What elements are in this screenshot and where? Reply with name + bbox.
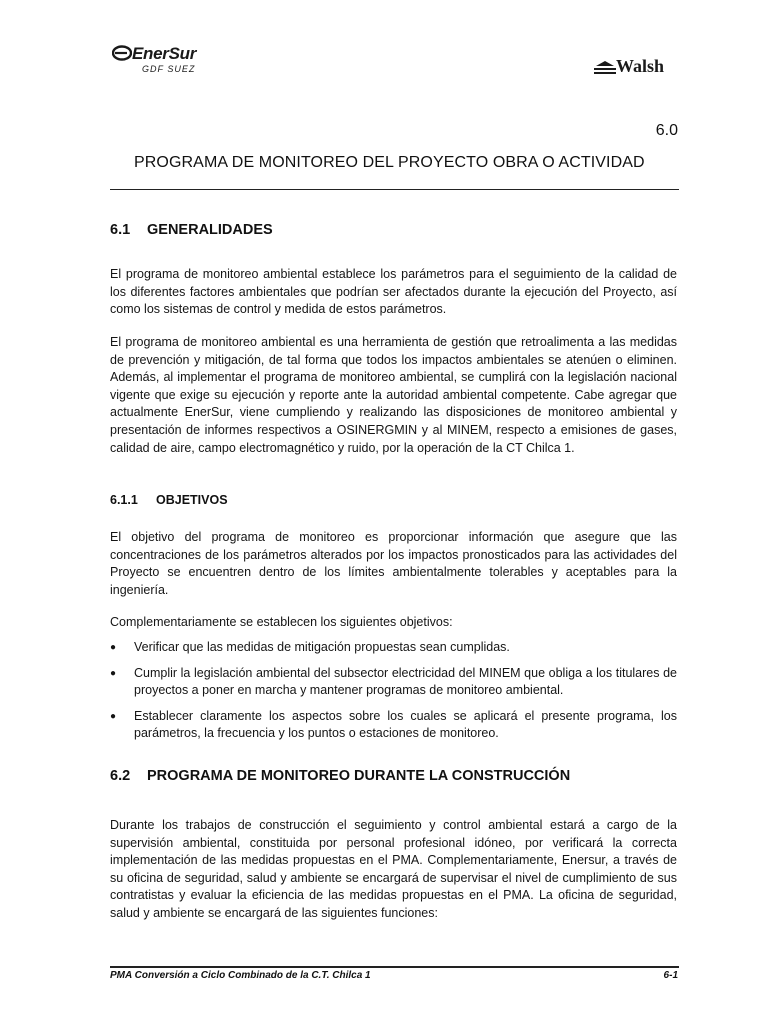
walsh-logo-text: Walsh [616,56,665,76]
list-item-text: Establecer claramente los aspectos sobre los cuales se aplicará el presente programa, los parámetros, la frecuencia y los puntos o estaciones de monitoreo. [134,708,677,741]
objectives-list [110,639,677,751]
list-item [110,639,677,657]
paragraph: El objetivo del programa de monitoreo es proporcionar información que asegure que las concentraciones de los parámetros alterados por los impactos pronosticados para las actividades del Proyecto se encuentren dentro de los límites ambientalmente tolerables y aceptables para la ingeniería. [110,530,677,597]
bullet-icon: ● [110,667,117,679]
bullet-icon: ● [110,710,117,722]
enersur-logo [112,44,222,78]
enersur-logo-mark-icon [112,45,132,61]
paragraph: Complementariamente se establecen los siguientes objetivos: [110,615,453,629]
subsection-number: 6.1.1 [110,493,138,507]
bullet-icon: ● [110,642,117,653]
list-item-text: Cumplir la legislación ambiental del subsector electricidad del MINEM que obliga a los titulares de proyectos a poner en marcha y mantener programas de monitoreo ambiental. [134,665,677,698]
chapter-divider [110,189,679,190]
section-heading-6-2 [110,768,570,784]
paragraph: El programa de monitoreo ambiental establece los parámetros para el seguimiento de la calidad de los diferentes factores ambientales que podrían ser afectados durante la ejecución del Proyecto, así como los sistemas de control y medida de estos parámetros. [110,267,677,317]
walsh-logo-mark-icon [594,60,616,76]
subsection-title: OBJETIVOS [156,493,228,507]
section-heading-6-1 [110,222,273,238]
footer-document-title: PMA Conversión a Ciclo Combinado de la C.T. Chilca 1 [110,970,371,981]
section-number: 6.1 [110,222,131,238]
chapter-title: PROGRAMA DE MONITOREO DEL PROYECTO OBRA O ACTIVIDAD [134,154,645,171]
paragraph: El programa de monitoreo ambiental es una herramienta de gestión que retroalimenta a las medidas de prevención y mitigación, de tal forma que todos los impactos ambientales se atenúen o eliminen. Además, al implementar el programa de monitoreo ambiental, se cumplirá con la legislación nacional vigente que exige su ejecución y reporte ante la autoridad ambiental competente. Cabe agregar que actualmente EnerSur, viene cumpliendo y realizando las disposiciones de monitoreo ambiental y presentación de informes respectivos a OSINERGMIN y al MINEM, respecto a emisiones de gases, calidad de aire, campo electromagnético y ruido, por la operación de la CT Chilca 1. [110,335,677,455]
subsection-heading-6-1-1 [110,493,228,507]
enersur-logo-text: EnerSur [132,44,197,63]
footer-page-number: 6-1 [663,970,678,981]
paragraph: Durante los trabajos de construcción el seguimiento y control ambiental estará a cargo de la supervisión ambiental, constituida por personal profesional idóneo, por verificará la correcta implementación de las medidas propuestas en el PMA. Complementariamente, Enersur, a través de su oficina de seguridad, salud y ambiente se encargará de supervisar el nivel de cumplimiento de sus contratistas y evaluar la eficiencia de las medidas propuestas en el PMA. La oficina de seguridad, salud y ambiente se encargará de las siguientes funciones: [110,818,677,920]
list-item-text: Verificar que las medidas de mitigación propuestas sean cumplidas. [134,640,510,654]
walsh-logo [594,56,678,80]
list-item [110,708,677,743]
enersur-logo-subtext: GDF SUEZ [142,64,196,74]
section-title: GENERALIDADES [147,222,273,238]
section-number: 6.2 [110,768,131,784]
list-item [110,665,677,700]
chapter-number: 6.0 [655,122,678,139]
section-title: PROGRAMA DE MONITOREO DURANTE LA CONSTRUCCIÓN [147,768,571,784]
footer-divider [110,966,679,968]
